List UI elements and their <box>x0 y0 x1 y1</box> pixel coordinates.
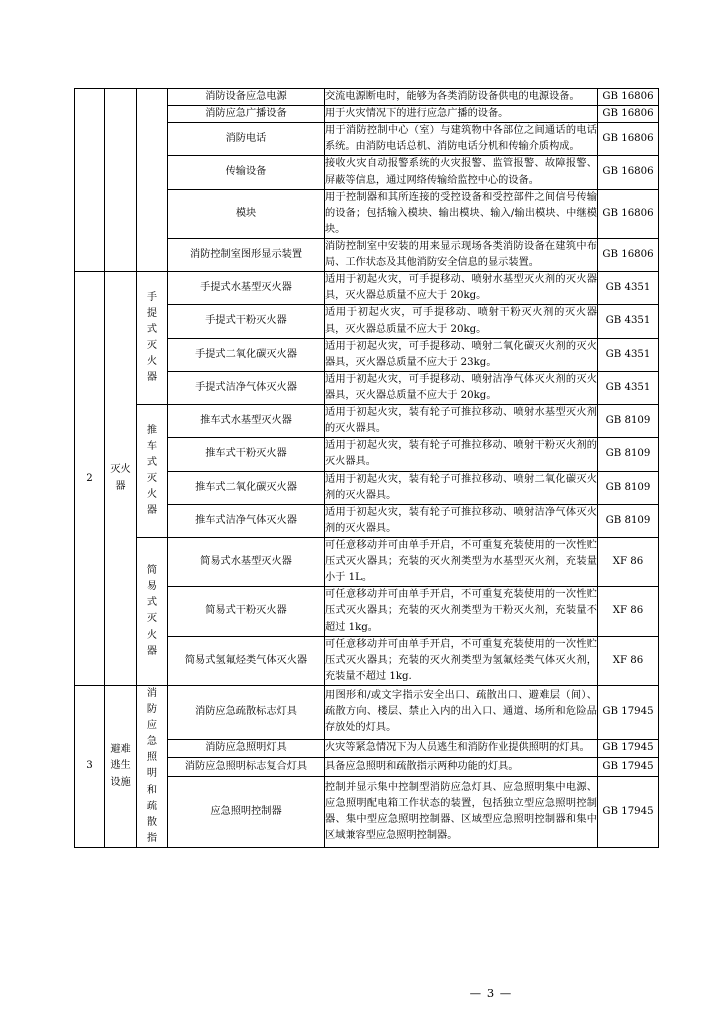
standard-code-cell: GB 4351 <box>598 305 659 338</box>
equipment-name-cell: 推车式二氧化碳灭火器 <box>168 471 325 504</box>
row-index-cell: 2 <box>75 272 105 686</box>
equipment-description-cell: 适用于初起火灾，装有轮子可推拉移动、喷射二氧化碳灭火剂的灭火器具。 <box>325 471 598 504</box>
standard-code-cell: XF 86 <box>598 636 659 685</box>
standard-code-cell: GB 4351 <box>598 272 659 305</box>
equipment-description-cell: 交流电源断电时，能够为各类消防设备供电的电源设备。 <box>325 89 598 106</box>
subcategory-cell <box>137 537 168 685</box>
table-row <box>75 272 659 305</box>
equipment-name-cell: 模块 <box>168 189 325 238</box>
equipment-description-cell: 接收火灾自动报警系统的火灾报警、监管报警、故障报警、屏蔽等信息，通过网络传输给监控中心的设备。 <box>325 156 598 189</box>
equipment-description-cell: 用于控制器和其所连接的受控设备和受控部件之间信号传输的设备；包括输入模块、输出模块、输入/输出模块、中继模块。 <box>325 189 598 238</box>
equipment-name-cell: 消防设备应急电源 <box>168 89 325 106</box>
category-cell <box>105 272 137 686</box>
equipment-name-cell: 手提式二氧化碳灭火器 <box>168 338 325 371</box>
table-row <box>75 537 659 586</box>
page-footer <box>0 986 724 1000</box>
standard-code-cell: GB 17945 <box>598 776 659 847</box>
category-cell <box>105 685 137 847</box>
standard-code-cell: GB 8109 <box>598 438 659 471</box>
equipment-description-cell: 适用于初起火灾，可手提移动、喷射水基型灭火剂的灭火器具，灭火器总质量不应大于 20kg。 <box>325 272 598 305</box>
category-label: 避难逃生设施 <box>110 744 131 788</box>
equipment-name-cell: 应急照明控制器 <box>168 776 325 847</box>
equipment-description-cell: 可任意移动并可由单手开启，不可重复充装使用的一次性贮压式灭火器具；充装的灭火剂类型为干粉灭火剂，充装量不超过 1kg。 <box>325 587 598 636</box>
standard-code-cell: GB 17945 <box>598 685 659 739</box>
row-index-cell: 3 <box>75 685 105 847</box>
spec-table-container <box>74 88 658 848</box>
standard-code-cell: GB 17945 <box>598 758 659 777</box>
equipment-name-cell: 推车式洁净气体灭火器 <box>168 504 325 537</box>
table-row <box>75 685 659 739</box>
fire-equipment-spec-table <box>74 88 659 848</box>
equipment-description-cell: 具备应急照明和疏散指示两种功能的灯具。 <box>325 758 598 777</box>
subcategory-label: 消防应急照明和疏散指 <box>146 687 158 844</box>
subcategory-label: 推车式灭火器 <box>146 424 158 517</box>
subcategory-label: 手提式灭火器 <box>146 291 158 384</box>
standard-code-cell: GB 17945 <box>598 739 659 758</box>
equipment-description-cell: 可任意移动并可由单手开启，不可重复充装使用的一次性贮压式灭火器具；充装的灭火剂类型为水基型灭火剂，充装量小于 1L。 <box>325 537 598 586</box>
equipment-name-cell: 手提式干粉灭火器 <box>168 305 325 338</box>
table-row <box>75 405 659 438</box>
category-label: 灭火器 <box>110 464 131 492</box>
standard-code-cell: GB 16806 <box>598 238 659 271</box>
equipment-name-cell: 消防应急照明标志复合灯具 <box>168 758 325 777</box>
standard-code-cell: GB 16806 <box>598 106 659 123</box>
equipment-name-cell: 消防应急照明灯具 <box>168 739 325 758</box>
table-row <box>75 89 659 106</box>
subcategory-cell <box>137 272 168 405</box>
equipment-name-cell: 手提式水基型灭火器 <box>168 272 325 305</box>
equipment-description-cell: 可任意移动并可由单手开启，不可重复充装使用的一次性贮压式灭火器具；充装的灭火剂类型为氢氟烃类气体灭火剂，充装量不超过 1kg. <box>325 636 598 685</box>
standard-code-cell: GB 16806 <box>598 189 659 238</box>
equipment-name-cell: 消防应急广播设备 <box>168 106 325 123</box>
equipment-description-cell: 适用于初起火灾，装有轮子可推拉移动、喷射干粉灭火剂的灭火器具。 <box>325 438 598 471</box>
equipment-description-cell: 用图形和/或文字指示安全出口、疏散出口、避难层（间）、疏散方向、楼层、禁止入内的出入口、通道、场所和危险品存放处的灯具。 <box>325 685 598 739</box>
standard-code-cell: GB 8109 <box>598 471 659 504</box>
standard-code-cell: GB 8109 <box>598 504 659 537</box>
equipment-name-cell: 简易式干粉灭火器 <box>168 587 325 636</box>
category-cell <box>105 89 137 272</box>
equipment-name-cell: 简易式水基型灭火器 <box>168 537 325 586</box>
subcategory-cell <box>137 89 168 272</box>
equipment-description-cell: 适用于初起火灾，装有轮子可推拉移动、喷射洁净气体灭火剂的灭火器具。 <box>325 504 598 537</box>
equipment-description-cell: 适用于初起火灾，可手提移动、喷射洁净气体灭火剂的灭火器具，灭火器总质量不应大于 20kg。 <box>325 371 598 404</box>
subcategory-label: 简易式灭火器 <box>146 565 158 657</box>
equipment-name-cell: 传输设备 <box>168 156 325 189</box>
equipment-description-cell: 适用于初起火灾，装有轮子可推拉移动、喷射水基型灭火剂的灭火器具。 <box>325 405 598 438</box>
page-number: — 3 — <box>469 986 513 1000</box>
equipment-description-cell: 消防控制室中安装的用来显示现场各类消防设备在建筑中布局、工作状态及其他消防安全信息的显示装置。 <box>325 238 598 271</box>
equipment-name-cell: 消防电话 <box>168 123 325 156</box>
equipment-name-cell: 简易式氢氟烃类气体灭火器 <box>168 636 325 685</box>
equipment-description-cell: 适用于初起火灾，可手提移动、喷射干粉灭火剂的灭火器具，灭火器总质量不应大于 20kg。 <box>325 305 598 338</box>
standard-code-cell: GB 16806 <box>598 123 659 156</box>
equipment-name-cell: 推车式水基型灭火器 <box>168 405 325 438</box>
standard-code-cell: XF 86 <box>598 587 659 636</box>
subcategory-cell <box>137 405 168 538</box>
standard-code-cell: GB 8109 <box>598 405 659 438</box>
standard-code-cell: GB 16806 <box>598 156 659 189</box>
standard-code-cell: GB 4351 <box>598 338 659 371</box>
equipment-description-cell: 适用于初起火灾，可手提移动、喷射二氧化碳灭火剂的灭火器具，灭火器总质量不应大于 23kg。 <box>325 338 598 371</box>
row-index-cell <box>75 89 105 272</box>
equipment-description-cell: 用于消防控制中心（室）与建筑物中各部位之间通话的电话系统。由消防电话总机、消防电话分机和传输介质构成。 <box>325 123 598 156</box>
equipment-name-cell: 消防应急疏散标志灯具 <box>168 685 325 739</box>
equipment-description-cell: 火灾等紧急情况下为人员逃生和消防作业提供照明的灯具。 <box>325 739 598 758</box>
equipment-name-cell: 推车式干粉灭火器 <box>168 438 325 471</box>
standard-code-cell: XF 86 <box>598 537 659 586</box>
equipment-name-cell: 手提式洁净气体灭火器 <box>168 371 325 404</box>
equipment-name-cell: 消防控制室图形显示装置 <box>168 238 325 271</box>
equipment-description-cell: 控制并显示集中控制型消防应急灯具、应急照明集中电源、应急照明配电箱工作状态的装置，包括独立型应急照明控制器、集中型应急照明控制器、区域型应急照明控制器和集中区域兼容型应急照明控制器。 <box>325 776 598 847</box>
standard-code-cell: GB 4351 <box>598 371 659 404</box>
standard-code-cell: GB 16806 <box>598 89 659 106</box>
equipment-description-cell: 用于火灾情况下的进行应急广播的设备。 <box>325 106 598 123</box>
subcategory-cell <box>137 685 168 847</box>
table-body <box>75 89 659 848</box>
